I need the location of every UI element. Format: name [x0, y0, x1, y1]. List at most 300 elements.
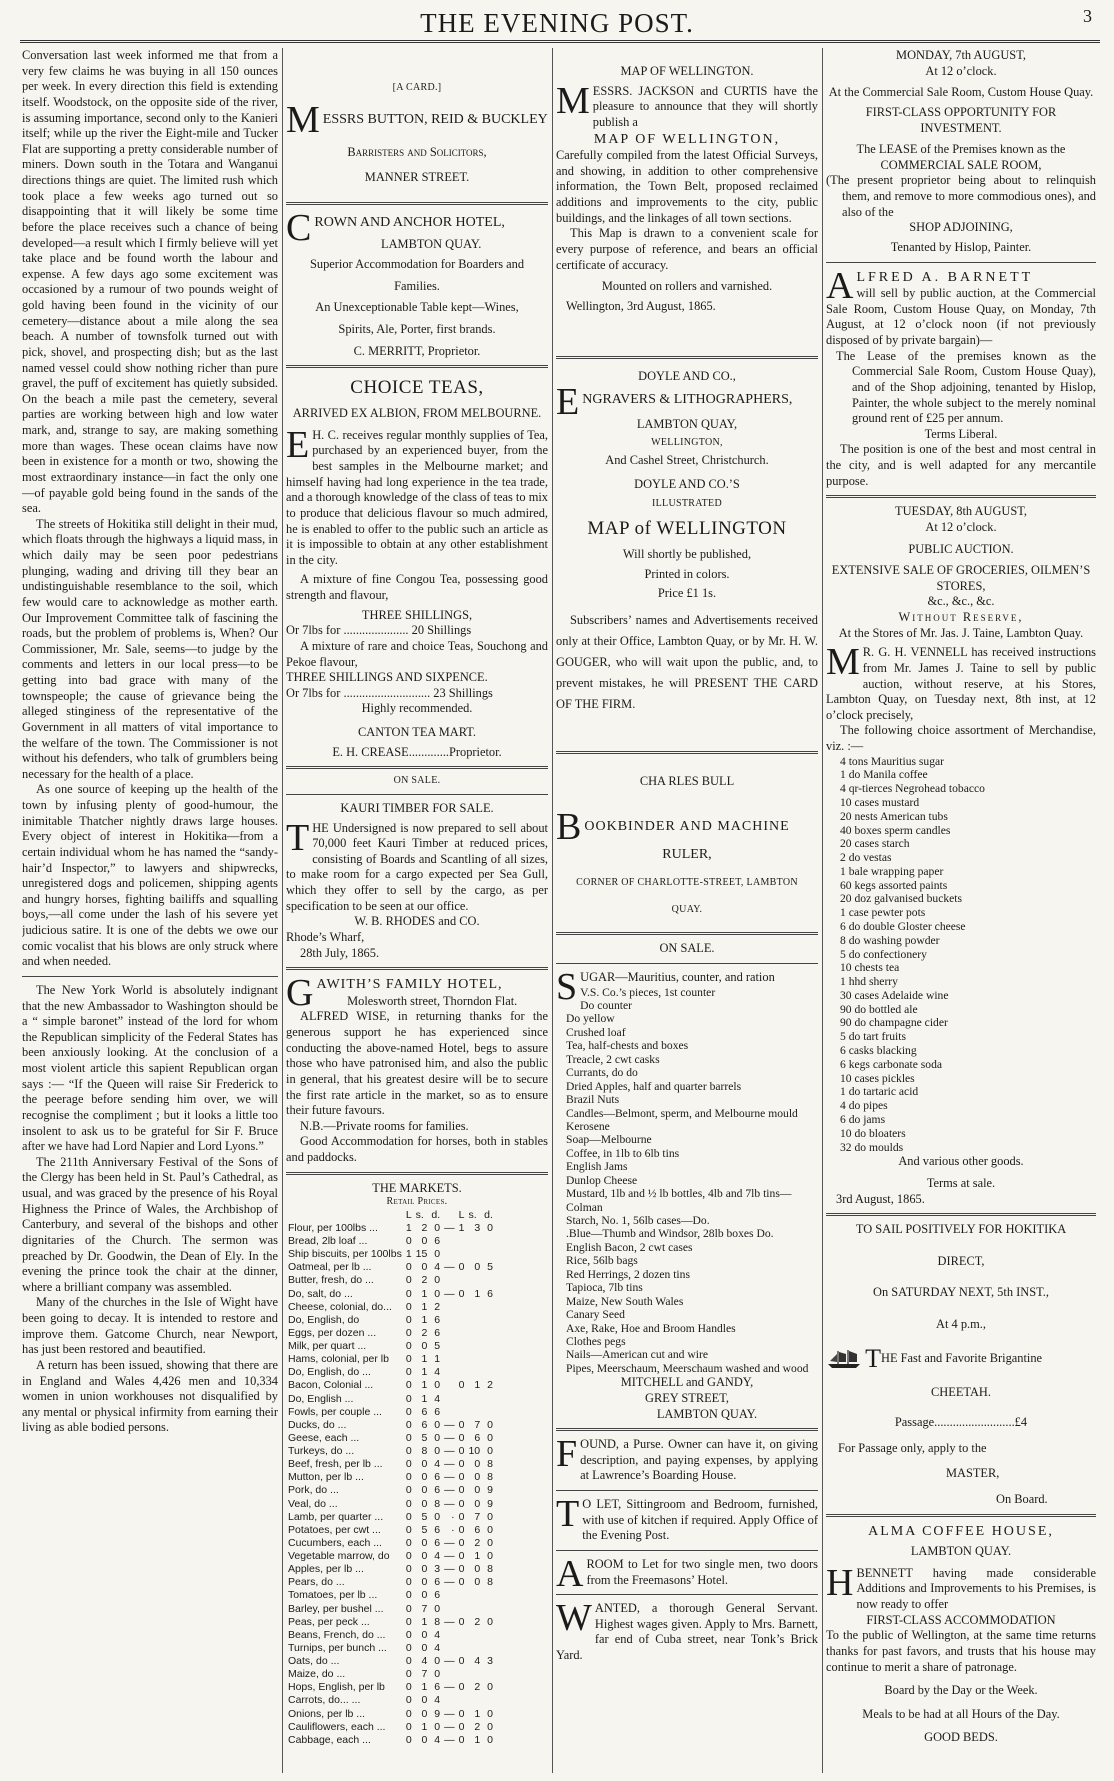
markets-price: — — [444, 1733, 455, 1746]
markets-item: Tomatoes, per lb ... — [288, 1589, 378, 1602]
ad-charles-bull: CHA RLES BULL B OOKBINDER AND MACHINE RULER, CORNER OF CHARLOTTE-STREET, LAMBTON QUAY. — [556, 774, 818, 916]
goods-item: 6 casks blacking — [840, 1044, 917, 1058]
markets-price: 6 — [474, 1523, 481, 1536]
markets-price: 0 — [405, 1733, 412, 1746]
markets-price — [466, 1406, 482, 1419]
markets-price: 0 — [487, 1550, 493, 1563]
markets-row — [286, 1471, 495, 1484]
markets-price: 0 — [405, 1340, 412, 1353]
markets-price — [457, 1301, 467, 1314]
markets-price — [442, 1603, 457, 1616]
ad-commercial-sale-room: MONDAY, 7th AUGUST, At 12 o’clock. At the Commercial Sale Room, Custom House Quay. FIRST-CLASS OPPORTUNITY FOR INVESTMENT. The LEASE of the Premises known as the COMMERCIAL SALE ROOM, (The present proprietor being about to relinquish them, and remove to more commodious ones), and also of the SHOP ADJOINING, Tenanted by Hislop, Painter. A LFRED A. BARNETT will sell by public auction, at the Commercial Sale Room, Custom House Quay, on Monday, 7th August, at 12 o’clock noon (if not previously disposed of by private bargain)— The Lease of the premises known as the Commercial Sale Room, Custom House Quay), and of the Shop adjoining, tenanted by Hislop, Painter, the whole subject to the merely nominal ground rent of £25 per annum. Terms Liberal. The position is one of the best and most central in the city, and is well adapted for any mercantile purpose. — [826, 48, 1096, 488]
markets-price: — — [444, 1261, 455, 1274]
markets-price — [442, 1694, 457, 1707]
markets-price: 3 — [434, 1563, 441, 1576]
markets-price — [457, 1353, 467, 1366]
markets-row — [286, 1524, 495, 1537]
article-paragraph: A return has been issued, showing that there are in England and Wales 4,426 men and 10,334 women in union workhouses not disqualified by any mental or physical infirmity from earning their living as able bodied persons. — [22, 1357, 278, 1435]
ad-body: O LET, Sittingroom and Bedroom, furnished, with use of kitchen if required. Apply Office of the Evening Post. — [582, 1497, 818, 1543]
markets-price: 4 — [434, 1641, 441, 1654]
markets-price — [457, 1248, 467, 1261]
markets-price: 4 — [434, 1694, 441, 1707]
markets-price: 0 — [474, 1471, 481, 1484]
markets-price: — — [444, 1431, 455, 1444]
ad-proprietor: C. MERRITT, Proprietor. — [353, 343, 481, 358]
goods-item: 4 tons Mauritius sugar — [840, 754, 945, 768]
markets-price: 0 — [405, 1326, 412, 1339]
ad-body: OUND, a Purse. Owner can have it, on giving description, and paying expenses, by applying at Lawrence’s Boarding House. — [580, 1437, 818, 1483]
markets-price: 0 — [405, 1550, 412, 1563]
ad-heading: CHEETAH. — [931, 1385, 991, 1400]
markets-price: 0 — [405, 1235, 412, 1248]
sale-item: Pipes, Meerschaum, Meerschaum washed and wood — [566, 1361, 809, 1375]
ads-column-4 — [826, 48, 1096, 1746]
markets-price: 0 — [487, 1418, 493, 1431]
ad-text: DIRECT, — [937, 1253, 985, 1268]
article-paragraph: The 211th Anniversary Festival of the Sons of the Clergy has been held in St. Paul’s Cathedral, as usual, and was graced by the presence of his Royal Highness the Prince of Wales, the Archbishop of Canterbury, and several of the bishops and other dignitaries of the Church. The sermon was preached by Dr. Goodwin, the Dean of Ely. In the evening the prince took the chair at the dinner, where a brilliant company was assembled. — [22, 1154, 278, 1294]
markets-price: 0 — [458, 1261, 465, 1274]
markets-price: 0 — [474, 1458, 481, 1471]
markets-price: 6 — [434, 1235, 441, 1248]
markets-price — [442, 1589, 457, 1602]
markets-price: 0 — [487, 1681, 493, 1694]
markets-price: 0 — [405, 1563, 412, 1576]
markets-price: 0 — [458, 1523, 465, 1536]
markets-price: 0 — [421, 1235, 428, 1248]
markets-price: 0 — [458, 1655, 465, 1668]
markets-price: 8 — [487, 1471, 493, 1484]
markets-row — [286, 1301, 495, 1314]
markets-price: 0 — [458, 1497, 465, 1510]
markets-price: 5 — [487, 1261, 493, 1274]
ad-text: GOOD BEDS. — [924, 1730, 998, 1745]
ad-heading: MAP OF WELLINGTON, — [593, 131, 781, 147]
markets-price: 0 — [405, 1353, 412, 1366]
divider — [286, 967, 548, 970]
markets-price: 9 — [487, 1497, 493, 1510]
ad-body: ESSRS. JACKSON and CURTIS have the pleasure to announce that they will shortly publish a — [592, 83, 818, 129]
markets-price: 0 — [405, 1576, 412, 1589]
markets-price — [482, 1327, 495, 1340]
markets-price: 0 — [421, 1484, 428, 1497]
ad-body: R. G. H. VENNELL has received instructions from Mr. James J. Taine to sell by public auction, without reserve, at his Stores, Lambton Quay, on Tuesday next, 8th inst, at 12 o’clock precisely, — [826, 645, 1096, 722]
markets-price: 1 — [458, 1221, 465, 1234]
markets-price — [482, 1603, 495, 1616]
markets-price: 0 — [487, 1445, 493, 1458]
markets-price: 1 — [434, 1353, 441, 1366]
ad-text: Spirits, Ale, Porter, first brands. — [338, 321, 496, 336]
markets-row — [286, 1616, 495, 1629]
markets-price: 0 — [405, 1707, 412, 1720]
ad-heading: FIRST-CLASS OPPORTUNITY FOR INVESTMENT. — [865, 104, 1057, 135]
markets-price — [482, 1353, 495, 1366]
markets-price: 0 — [487, 1523, 493, 1536]
ad-heading: LFRED A. BARNETT — [856, 269, 1034, 285]
sale-item: Clothes pegs — [566, 1334, 626, 1348]
markets-price — [482, 1668, 495, 1681]
ad-text: Without Reserve, — [898, 610, 1024, 624]
markets-price: 10 — [468, 1445, 481, 1458]
markets-price: 0 — [434, 1274, 441, 1287]
ad-text: MASTER, — [946, 1466, 1000, 1481]
ad-body: BENNETT having made considerable Additions and Improvements to his Premises, is now ready to offer — [856, 1565, 1096, 1612]
ad-alma-coffee-house: ALMA COFFEE HOUSE, LAMBTON QUAY. HBENNETT having made considerable Additions and Improvements to his Premises, is now ready to offer FIRST-CLASS ACCOMMODATION To the public of Wellington, at the same time returns thanks for past favors, and trusts that his house may continue to merit a share of patronage. Board by the Day or the Week. Meals to be had at all Hours of the Day. GOOD BEDS. — [826, 1523, 1096, 1745]
markets-price: 1 — [421, 1379, 428, 1392]
markets-price: 0 — [487, 1431, 493, 1444]
divider — [22, 976, 278, 977]
markets-price: — — [444, 1287, 455, 1300]
ad-text: Highly recommended. — [361, 701, 473, 716]
markets-price: — — [444, 1655, 455, 1668]
markets-price: 6 — [434, 1484, 441, 1497]
markets-item: Fowls, per couple ... — [288, 1405, 382, 1418]
ad-text: LAMBTON QUAY. — [656, 1406, 758, 1421]
markets-price: 0 — [458, 1431, 465, 1444]
markets-price: — — [444, 1497, 455, 1510]
markets-price — [442, 1235, 457, 1248]
markets-price: 0 — [434, 1248, 441, 1261]
divider — [556, 751, 818, 754]
sale-item: Maize, New South Wales — [566, 1294, 684, 1308]
markets-price: 0 — [458, 1720, 465, 1733]
markets-price: 1 — [421, 1681, 428, 1694]
markets-price: 2 — [474, 1681, 481, 1694]
ad-date: TUESDAY, 8th AUGUST, — [895, 504, 1027, 519]
markets-row — [286, 1393, 495, 1406]
divider — [556, 1594, 818, 1595]
markets-price: 15 — [415, 1248, 428, 1261]
newspaper-title: THE EVENING POST. — [420, 8, 694, 38]
markets-price: 0 — [458, 1733, 465, 1746]
markets-item: Cheese, colonial, do... — [288, 1300, 392, 1313]
markets-row — [286, 1340, 495, 1353]
markets-price: 0 — [434, 1445, 441, 1458]
ad-heading: MAP OF WELLINGTON. — [620, 64, 754, 78]
markets-price: 6 — [434, 1326, 441, 1339]
markets-price: 0 — [458, 1458, 465, 1471]
ad-firm-name: ESSRS BUTTON, REID & BUCKLEY — [322, 111, 548, 127]
markets-price: 0 — [434, 1379, 441, 1392]
markets-price: 4 — [434, 1550, 441, 1563]
ad-room: AROOM to Let for two single men, two doors from the Freemasons’ Hotel. — [556, 1552, 818, 1595]
markets-price — [482, 1642, 495, 1655]
markets-item: Oatmeal, per lb ... — [288, 1261, 372, 1274]
markets-price: 0 — [474, 1563, 481, 1576]
markets-price: 0 — [405, 1628, 412, 1641]
markets-price: 0 — [434, 1287, 441, 1300]
markets-price: 0 — [434, 1602, 441, 1615]
ad-ship-line: THE Fast and Favorite Brigantine — [826, 1343, 1096, 1376]
article-paragraph: As one source of keeping up the health of the town by infusing plenty of good-humour, the inimitable Thatcher nightly draws large houses. Every object of interest in Hokitika—from a certain individual whom he has named the “sandy-hair’d Inspector,” to lawyers and shipwrecks, unregistered dogs and policemen, shipping agents and hungry horses, fighting bailiffs and squalling boys,—all come under the lash of his severe yet judicious satire. It is one of the debts we owe our comic vocalist that his blows are only struck where and when needed. — [22, 782, 278, 969]
markets-price: 0 — [434, 1431, 441, 1444]
ad-text: At the Stores of Mr. Jas. J. Taine, Lambton Quay. — [838, 625, 1084, 640]
ad-body: ALFRED WISE, in returning thanks for the generous support he has experienced since conducting the above-named Hotel, begs to assure those who have patronised him, and also the public in general, that his greatest desire will be to secure the first rate article in the market, so as to ensure their future favours. — [286, 1009, 548, 1118]
goods-item: 5 do tart fruits — [840, 1030, 907, 1044]
ad-text: The LEASE of the Premises known as the — [856, 142, 1066, 157]
markets-price: 0 — [405, 1641, 412, 1654]
ad-time: At 12 o’clock. — [925, 63, 997, 78]
sale-item: Tapioca, 7lb tins — [566, 1281, 643, 1295]
ads-column-2 — [286, 48, 548, 1747]
markets-price: 1 — [421, 1353, 428, 1366]
goods-item: 2 do vestas — [840, 851, 892, 865]
markets-price: 1 — [474, 1379, 481, 1392]
ad-text: And Cashel Street, Christchurch. — [605, 453, 769, 468]
markets-header-cell: s. — [468, 1208, 477, 1221]
markets-price — [482, 1235, 495, 1248]
ad-heading: TO SAIL POSITIVELY FOR HOKITIKA — [855, 1222, 1067, 1237]
sale-item: Treacle, 2 cwt casks — [566, 1052, 660, 1066]
markets-price — [482, 1589, 495, 1602]
markets-price: 0 — [421, 1576, 428, 1589]
goods-item: 10 chests tea — [840, 961, 900, 975]
ads-column-3 — [556, 48, 818, 1664]
markets-row — [286, 1366, 495, 1379]
markets-item: Milk, per quart ... — [288, 1340, 367, 1353]
markets-row — [286, 1458, 495, 1471]
divider — [556, 1550, 818, 1551]
markets-price: 8 — [434, 1615, 441, 1628]
sale-item: Currants, do do — [566, 1066, 638, 1080]
masthead — [0, 0, 1114, 46]
markets-price: 0 — [405, 1274, 412, 1287]
markets-price: 0 — [405, 1445, 412, 1458]
ad-text: A mixture of rare and choice Teas, Souchong and Pekoe flavour, — [286, 638, 548, 669]
ad-text: DOYLE AND CO.’S — [634, 476, 740, 491]
markets-price: 4 — [434, 1366, 441, 1379]
markets-row — [286, 1484, 495, 1497]
markets-price: — — [444, 1418, 455, 1431]
ad-hotel-name: ROWN AND ANCHOR HOTEL, — [314, 214, 505, 230]
markets-item: Vegetable marrow, do — [288, 1550, 390, 1563]
markets-item: Oats, do ... — [288, 1655, 340, 1668]
divider — [556, 1428, 818, 1431]
ad-taine-auction: TUESDAY, 8th AUGUST, At 12 o’clock. PUBLIC AUCTION. EXTENSIVE SALE OF GROCERIES, OILMEN’S STORES, &c., &c., &c. Without Reserve, At the Stores of Mr. Jas. J. Taine, Lambton Quay. M R. G. H. VENNELL has received instructions from Mr. James J. Taine to sell by public auction, without reserve, at his Stores, Lambton Quay, on Tuesday next, 8th inst, at 12 o’clock precisely, The following choice assortment of Merchandise, viz. :— 4 tons Mauritius sugar 1 do Manila coffee 4 qr-tierces Negrohead tobacco 10 cases mustard 20 nests American tubs 40 boxes sperm candles 20 cases starch 2 do vestas 1 bale wrapping paper 60 kegs assorted paints 20 doz galvanised buckets 1 case pewter pots 6 do double Gloster cheese 8 do washing powder 5 do confectionery 10 chests tea 1 hhd sherry 30 cases Adelaide wine 90 do bottled ale 90 do champagne cider 5 do tart fruits 6 casks blacking 6 kegs carbonate soda 10 cases pickles 1 do tartaric acid 4 do pipes 6 do jams 10 do bloaters 32 do moulds And various other goods. Terms at sale. 3rd August, 1865. — [826, 504, 1096, 1206]
ad-found-purse: FOUND, a Purse. Owner can have it, on giving description, and paying expenses, by applying at Lawrence’s Boarding House. — [556, 1433, 818, 1483]
ad-text: LAMBTON QUAY, — [636, 417, 738, 431]
markets-header-cell: s. — [415, 1208, 424, 1221]
ad-body: This Map is drawn to a convenient scale for every purpose of reference, and bears an official certificate of accuracy. — [556, 226, 818, 272]
markets-price: 0 — [405, 1615, 412, 1628]
column-divider — [552, 48, 553, 1773]
markets-price — [466, 1353, 482, 1366]
markets-price: 0 — [405, 1471, 412, 1484]
ad-heading: NGRAVERS & LITHOGRAPHERS, — [582, 392, 793, 407]
markets-price: 0 — [434, 1668, 441, 1681]
ad-heading: SHOP ADJOINING, — [909, 220, 1013, 235]
markets-price — [442, 1393, 457, 1406]
markets-item: Ducks, do ... — [288, 1418, 347, 1431]
markets-row — [286, 1235, 495, 1248]
ad-text: At the Commercial Sale Room, Custom House Quay. — [828, 85, 1094, 100]
goods-item: 20 nests American tubs — [840, 809, 948, 823]
markets-price: 0 — [421, 1707, 428, 1720]
markets-price — [482, 1629, 495, 1642]
ad-hotel-place: LAMBTON QUAY. — [381, 237, 482, 252]
ad-firm: DOYLE AND CO., — [638, 369, 736, 384]
sale-item: Candles—Belmont, sperm, and Melbourne mould — [566, 1106, 798, 1120]
markets-price: 0 — [458, 1576, 465, 1589]
markets-item: Eggs, per dozen ... — [288, 1326, 377, 1339]
markets-price — [442, 1379, 457, 1392]
ad-heading: MAP of WELLINGTON — [587, 518, 787, 540]
markets-price: 0 — [458, 1510, 465, 1523]
markets-price: — — [444, 1615, 455, 1628]
ad-proprietor: E. H. CREASE.............Proprietor. — [332, 744, 502, 759]
markets-item: Do, salt, do ... — [288, 1287, 353, 1300]
markets-price — [457, 1340, 467, 1353]
markets-price: 0 — [487, 1615, 493, 1628]
markets-price: 6 — [434, 1313, 441, 1326]
markets-price: 0 — [458, 1563, 465, 1576]
markets-price: 5 — [421, 1523, 428, 1536]
markets-price: — — [444, 1707, 455, 1720]
markets-price: — — [444, 1458, 455, 1471]
markets-price — [442, 1406, 457, 1419]
divider — [286, 202, 548, 205]
article-paragraph: The New York World is absolutely indignant that the new Ambassador to Washington should be a “ simple baronet” instead of the lord for whom the Republican simplicity of the Federal States has been anxiously looking. At the conclusion of a most violent article this sapient Republican organ says :— “If the Queen will raise Sir Frederick to the peerage before sending him over, we will recognise the compliment ; but it looks a little too insolent to ask us to be grateful for Sir F. Bruce after we have had Lord Napier and Lord Lyons.” — [22, 982, 278, 1154]
markets-row — [286, 1379, 495, 1392]
goods-item: 10 do bloaters — [840, 1126, 906, 1140]
markets-item: Barley, per bushel ... — [288, 1602, 384, 1615]
markets-price: 0 — [421, 1458, 428, 1471]
goods-item: 1 case pewter pots — [840, 906, 926, 920]
markets-row — [286, 1734, 495, 1747]
ad-time: At 12 o’clock. — [925, 519, 997, 534]
markets-price — [466, 1589, 482, 1602]
ad-price: Or 7lbs for ..................... 20 Shillings — [286, 623, 472, 638]
goods-item: 1 bale wrapping paper — [840, 864, 944, 878]
markets-table — [286, 1209, 495, 1747]
markets-price: 0 — [458, 1707, 465, 1720]
markets-row — [286, 1498, 495, 1511]
markets-price — [466, 1629, 482, 1642]
ad-text: LAMBTON QUAY. — [910, 1544, 1012, 1559]
markets-price: 7 — [421, 1602, 428, 1615]
markets-header-cell: d. — [484, 1208, 493, 1221]
markets-price — [457, 1642, 467, 1655]
ad-text: Tenanted by Hislop, Painter. — [890, 239, 1032, 254]
divider — [556, 1490, 818, 1491]
markets-price: 0 — [421, 1589, 428, 1602]
markets-item: Beans, French, do ... — [288, 1628, 386, 1641]
ad-doyle: DOYLE AND CO., E NGRAVERS & LITHOGRAPHERS, LAMBTON QUAY, WELLINGTON, And Cashel Street, Christchurch. DOYLE AND CO.’S ILLUSTRATED MAP of WELLINGTON Will shortly be published, Printed in colors. Price £1 1s. Subscribers’ names and Advertisements received only at their Office, Lambton Quay, or by Mr. H. W. GOUGER, who will wait upon the public, and, to prevent mistakes, he will PRESENT THE CARD OF THE FIRM. — [556, 369, 818, 715]
markets-price: 0 — [405, 1484, 412, 1497]
markets-price: 2 — [421, 1326, 428, 1339]
markets-price: 0 — [421, 1563, 428, 1576]
markets-price: 0 — [421, 1497, 428, 1510]
ad-text: Printed in colors. — [644, 566, 730, 581]
ad-text: &c., &c., &c. — [927, 594, 995, 609]
markets-price: 0 — [405, 1366, 412, 1379]
markets-row — [286, 1353, 495, 1366]
markets-price: 2 — [421, 1274, 428, 1287]
markets-price: 8 — [421, 1445, 428, 1458]
markets-price: 0 — [421, 1733, 428, 1746]
markets-price: 0 — [405, 1405, 412, 1418]
markets-price — [482, 1274, 495, 1287]
markets-price: 9 — [487, 1484, 493, 1497]
markets-price: 0 — [458, 1681, 465, 1694]
ad-text: CANTON TEA MART. — [357, 725, 476, 740]
markets-item: Peas, per peck ... — [288, 1615, 370, 1628]
ad-date: MONDAY, 7th AUGUST, — [896, 48, 1026, 62]
sale-item: English Jams — [566, 1160, 628, 1174]
markets-price: 5 — [421, 1431, 428, 1444]
markets-price — [457, 1406, 467, 1419]
markets-price — [482, 1314, 495, 1327]
markets-price: — — [444, 1484, 455, 1497]
markets-price: 0 — [405, 1497, 412, 1510]
ad-text: Terms at sale. — [926, 1175, 996, 1190]
divider — [286, 365, 548, 368]
goods-list — [826, 755, 1096, 1155]
markets-price: 0 — [434, 1418, 441, 1431]
sale-item: English Bacon, 2 cwt cases — [566, 1240, 693, 1254]
markets-price: 0 — [487, 1221, 493, 1234]
markets-price: 1 — [421, 1313, 428, 1326]
markets-item: Pork, do ... — [288, 1484, 339, 1497]
ad-price: Price £1 1s. — [657, 586, 717, 601]
markets-price: 0 — [405, 1523, 412, 1536]
markets-item: Mutton, per lb ... — [288, 1471, 364, 1484]
goods-item: 6 kegs carbonate soda — [840, 1057, 943, 1071]
markets-subtitle: Retail Prices. — [386, 1196, 448, 1208]
ad-text: Good Accommodation for horses, both in stables and paddocks. — [286, 1134, 548, 1164]
ad-body: The Lease of the premises known as the Commercial Sale Room, Custom House Quay), and of the Shop adjoining, tenanted by Hislop, Painter, the whole subject to the merely nominal ground rent of £25 per annum. — [836, 348, 1096, 426]
markets-price: — — [444, 1720, 455, 1733]
ad-subheading: Molesworth street, Thorndon Flat. — [347, 993, 518, 1008]
markets-price: 0 — [405, 1392, 412, 1405]
markets-price: 0 — [421, 1641, 428, 1654]
markets-item: Potatoes, per cwt ... — [288, 1523, 381, 1536]
markets-price — [482, 1406, 495, 1419]
markets-item: Hams, colonial, per lb — [288, 1353, 389, 1366]
markets-header-cell — [286, 1209, 404, 1222]
markets-price — [466, 1248, 482, 1261]
markets-price: 0 — [405, 1681, 412, 1694]
ad-body: ROOM to Let for two single men, two doors from the Freemasons’ Hotel. — [586, 1556, 818, 1587]
ad-heading: ON SALE. — [659, 941, 715, 956]
markets-price — [442, 1366, 457, 1379]
markets-price: 6 — [421, 1405, 428, 1418]
markets-row — [286, 1222, 495, 1235]
markets-header-cell: L — [458, 1208, 465, 1221]
markets-item: Veal, do ... — [288, 1497, 338, 1510]
markets-price: 5 — [421, 1510, 428, 1523]
markets-price: — — [444, 1550, 455, 1563]
markets-row — [286, 1681, 495, 1694]
markets-price — [442, 1327, 457, 1340]
ad-heading: COMMERCIAL SALE ROOM, — [880, 157, 1042, 172]
sale-item: Do counter — [580, 999, 632, 1013]
ad-price: Or 7lbs for ............................ 23 Shillings — [286, 685, 493, 700]
markets-price: · — [451, 1510, 455, 1523]
markets-price — [466, 1301, 482, 1314]
markets-price: 1 — [421, 1287, 428, 1300]
markets-item: Apples, per lb ... — [288, 1563, 364, 1576]
markets-price: 0 — [405, 1431, 412, 1444]
ad-body: ANTED, a thorough General Servant. Highest wages given. Apply to Mrs. Barnett, far end of Cuba street, near Tonk’s Brick Yard. — [556, 1601, 818, 1663]
markets-price — [466, 1642, 482, 1655]
markets-item: Turkeys, do ... — [288, 1445, 355, 1458]
ad-text: GREY STREET, — [645, 1390, 729, 1405]
markets-price: 6 — [421, 1418, 428, 1431]
markets-item: Hops, English, per lb — [288, 1681, 385, 1694]
markets-row — [286, 1629, 495, 1642]
markets-price: 2 — [434, 1300, 441, 1313]
goods-item: 1 hhd sherry — [840, 975, 898, 989]
